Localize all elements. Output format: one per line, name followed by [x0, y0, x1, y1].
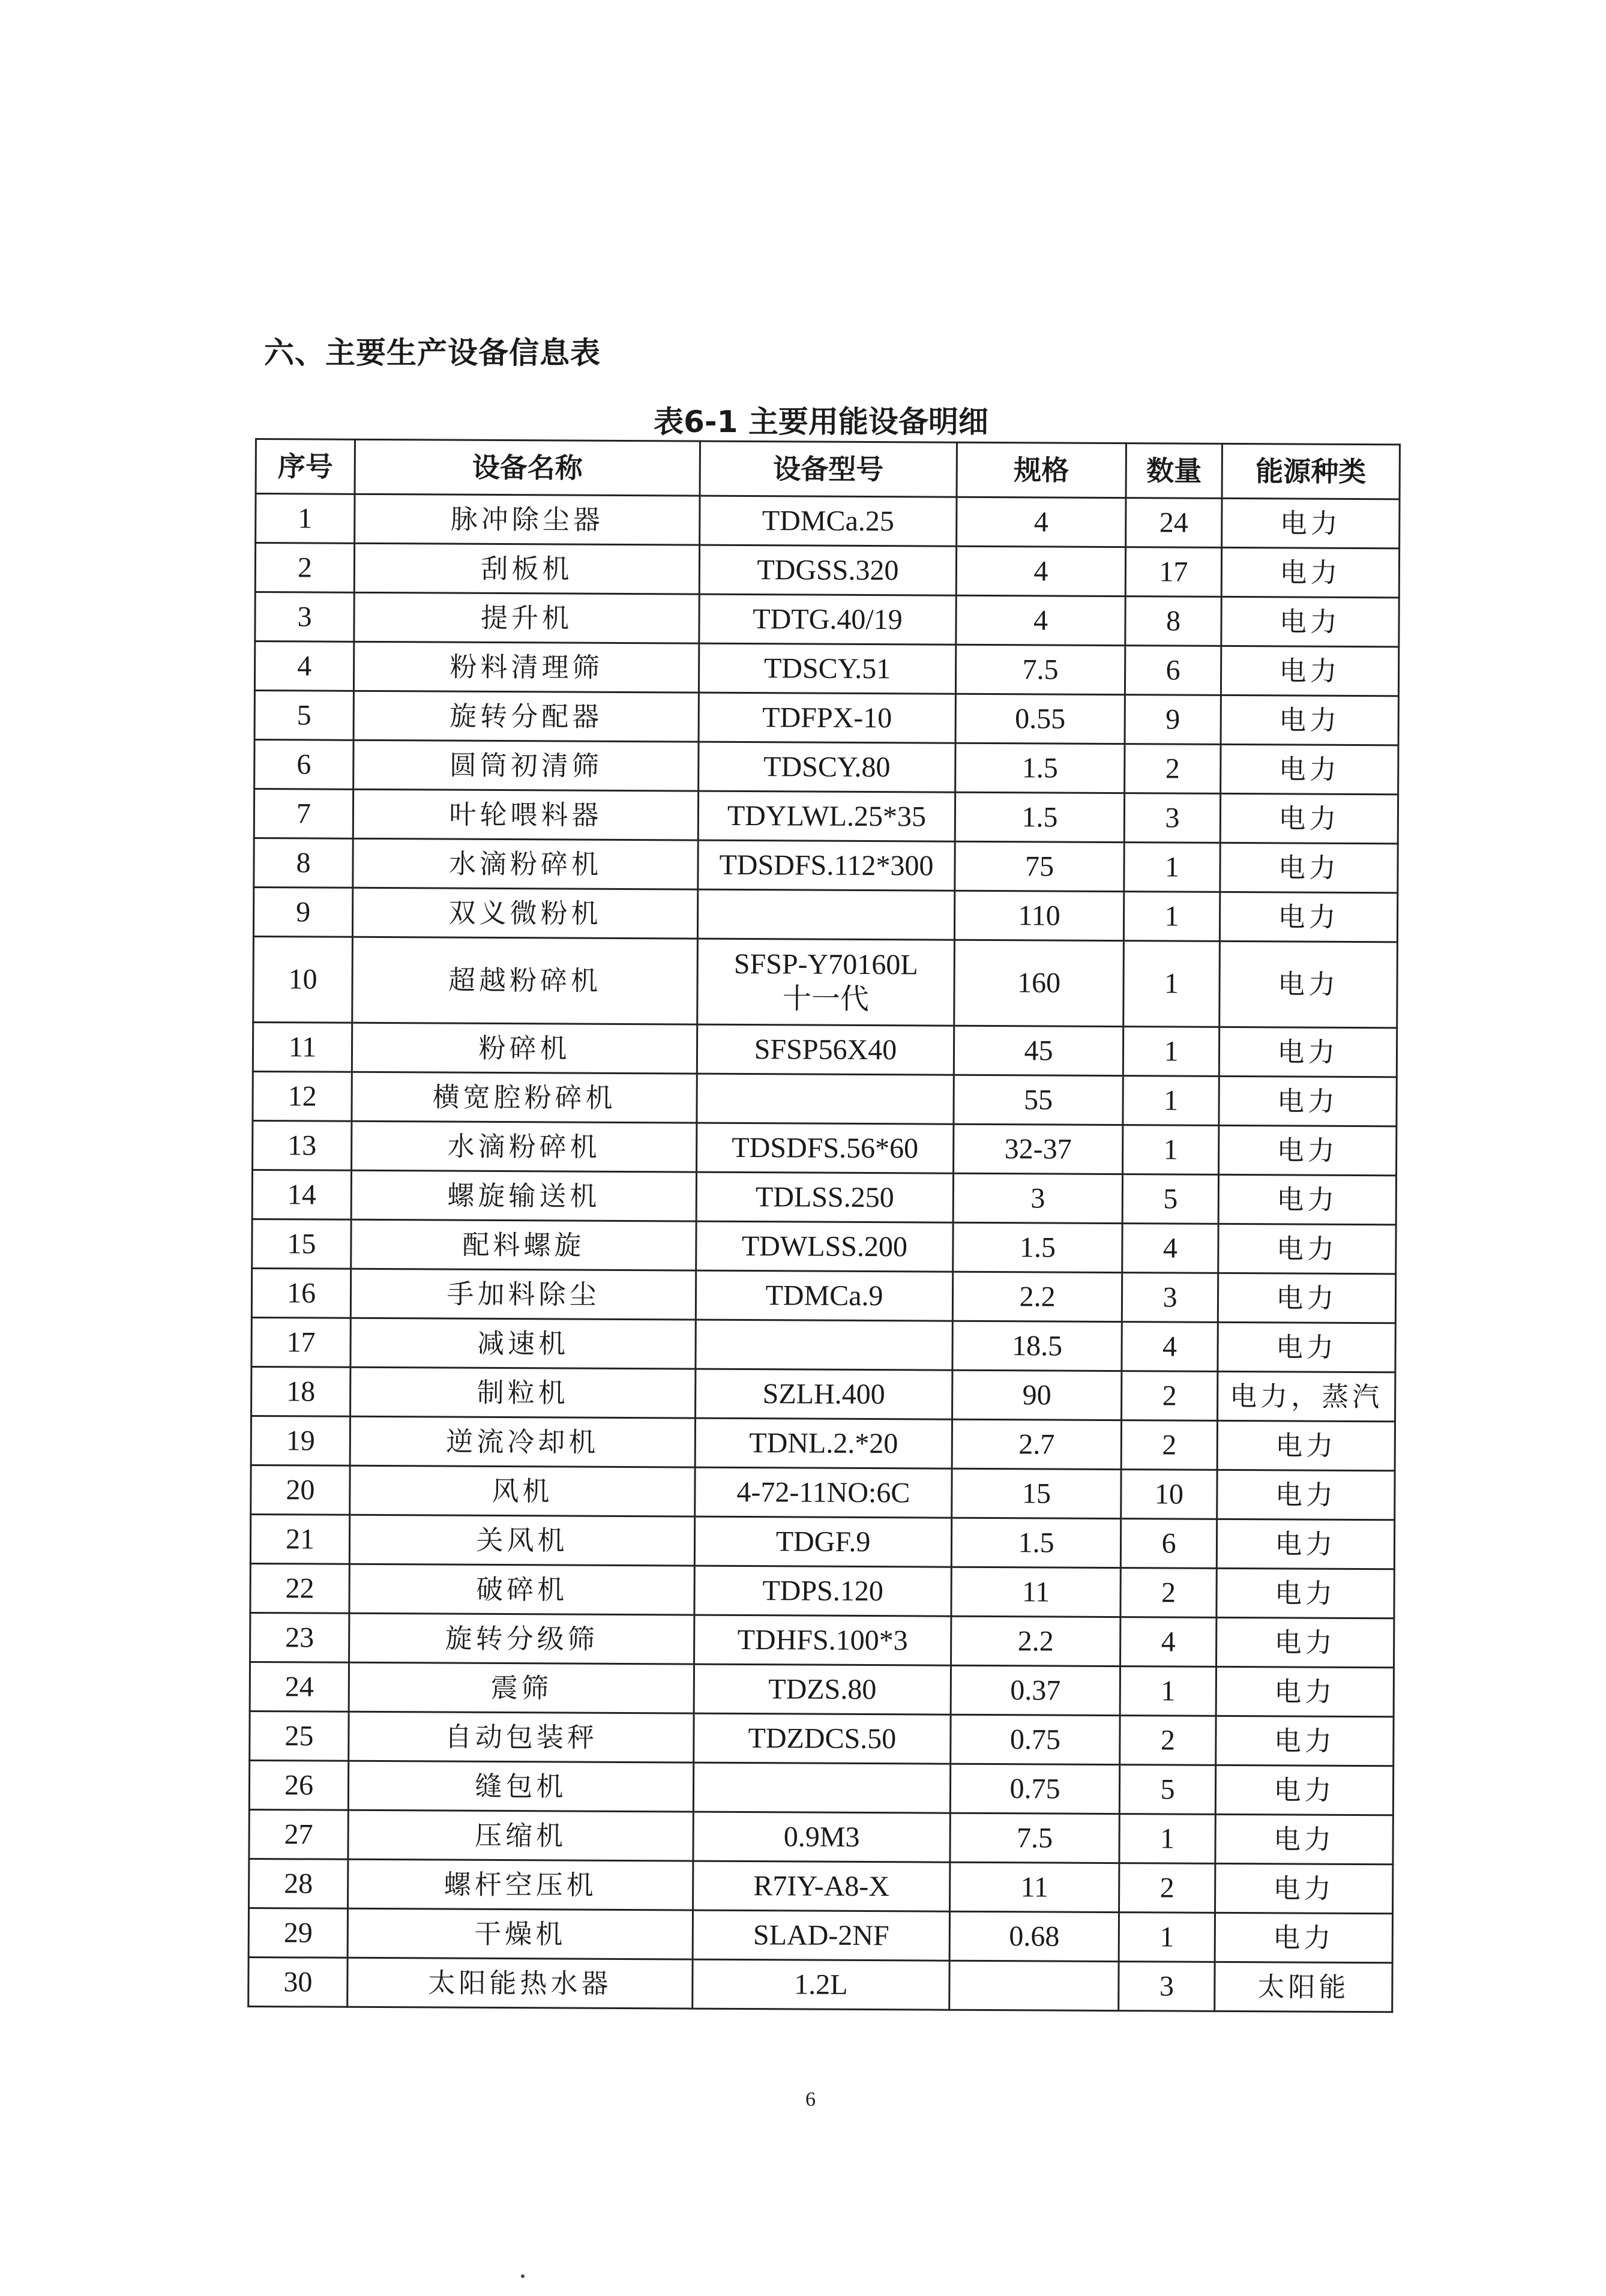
cell-model: TDFPX-10: [699, 693, 955, 743]
cell-energy: 电力，蒸汽: [1218, 1371, 1395, 1421]
cell-no: 7: [254, 789, 353, 839]
table-row: [254, 838, 1398, 892]
cell-model: TDYLWL.25*35: [698, 791, 955, 841]
cell-name: 逆流冷却机: [350, 1416, 695, 1467]
cell-spec: 55: [954, 1075, 1123, 1125]
cell-no: 14: [252, 1170, 351, 1219]
cell-no: 21: [250, 1514, 349, 1564]
table-row: [248, 1957, 1392, 2012]
cell-qty: 1: [1120, 1666, 1216, 1716]
cell-spec: 32-37: [954, 1124, 1123, 1174]
cell-qty: 1: [1123, 941, 1220, 1027]
table-row: [250, 1514, 1394, 1569]
cell-energy: 电力: [1216, 1716, 1394, 1766]
cell-name: 减速机: [350, 1318, 696, 1369]
cell-spec: 1.5: [955, 743, 1125, 793]
cell-name: 螺旋输送机: [351, 1170, 696, 1221]
cell-energy: 电力: [1215, 1863, 1393, 1913]
cell-name: 粉料清理筛: [353, 642, 699, 693]
table-row: [253, 1071, 1397, 1126]
cell-no: 8: [254, 838, 353, 888]
cell-name: 水滴粉碎机: [352, 1121, 697, 1172]
table-row: [250, 1662, 1394, 1716]
cell-model: TDNL.2.*20: [695, 1418, 952, 1468]
cell-no: 17: [251, 1317, 350, 1367]
cell-model: TDSDFS.112*300: [698, 840, 955, 891]
cell-energy: 电力: [1217, 1420, 1395, 1470]
cell-name: 脉冲除尘器: [355, 494, 700, 545]
cell-spec: 2.2: [952, 1272, 1122, 1321]
cell-no: 29: [248, 1908, 347, 1958]
cell-no: 18: [251, 1366, 350, 1416]
header-model: 设备型号: [700, 441, 957, 497]
cell-spec: 90: [952, 1370, 1122, 1420]
header-qty: 数量: [1126, 443, 1222, 499]
cell-qty: 1: [1123, 1076, 1219, 1126]
cell-qty: 2: [1121, 1420, 1217, 1470]
cell-spec: 2.7: [952, 1419, 1121, 1469]
cell-energy: 电力: [1218, 1322, 1395, 1372]
cell-model: TDSDFS.56*60: [697, 1123, 954, 1173]
scan-speck: [521, 2274, 525, 2278]
table-row: [254, 789, 1398, 844]
page-number: 6: [805, 2088, 816, 2111]
table-row: [255, 592, 1399, 647]
cell-spec: 4: [957, 497, 1126, 547]
cell-spec: 0.75: [951, 1714, 1120, 1764]
cell-name: 圆筒初清筛: [353, 740, 699, 791]
cell-energy: 电力: [1218, 1174, 1396, 1224]
cell-qty: 1: [1123, 1125, 1219, 1175]
table-row: [255, 543, 1399, 598]
cell-qty: 2: [1120, 1568, 1217, 1618]
cell-spec: 0.68: [949, 1911, 1119, 1961]
table-row: [251, 1366, 1395, 1421]
cell-no: 10: [253, 936, 353, 1023]
cell-name: 刮板机: [354, 543, 699, 594]
cell-model: SFSP56X40: [697, 1024, 954, 1075]
cell-model: SZLH.400: [696, 1369, 952, 1419]
cell-spec: 110: [954, 891, 1123, 940]
cell-energy: 太阳能: [1215, 1962, 1392, 2012]
table-row: [254, 691, 1398, 745]
cell-name: 关风机: [349, 1515, 694, 1566]
cell-name: 手加料除尘: [350, 1269, 696, 1320]
cell-qty: 1: [1123, 1027, 1219, 1077]
cell-no: 9: [253, 887, 352, 937]
cell-qty: 4: [1120, 1617, 1217, 1667]
cell-energy: 电力: [1215, 1913, 1392, 1962]
cell-no: 26: [249, 1760, 348, 1810]
cell-spec: 11: [950, 1862, 1119, 1912]
cell-name: 自动包装秤: [349, 1711, 694, 1763]
cell-spec: 0.75: [950, 1764, 1119, 1814]
cell-name: 制粒机: [350, 1367, 696, 1418]
table-row: [253, 936, 1398, 1027]
table-row: [250, 1711, 1394, 1766]
table-row: [249, 1859, 1393, 1913]
cell-energy: 电力: [1217, 1617, 1394, 1667]
cell-spec: 160: [954, 940, 1124, 1026]
cell-model: [697, 889, 954, 940]
cell-qty: 1: [1119, 1913, 1215, 1962]
cell-energy: 电力: [1218, 1224, 1396, 1273]
cell-energy: 电力: [1220, 843, 1398, 892]
cell-energy: 电力: [1219, 1027, 1397, 1077]
cell-spec: 45: [954, 1026, 1123, 1075]
cell-model: TDGF.9: [694, 1516, 951, 1567]
cell-qty: 3: [1119, 1962, 1215, 2012]
cell-model: [697, 1074, 954, 1124]
cell-model: TDMCa.9: [696, 1270, 952, 1321]
table-row: [251, 1416, 1395, 1470]
cell-qty: 24: [1126, 498, 1222, 548]
cell-model: TDZS.80: [694, 1664, 951, 1714]
cell-model: 1.2L: [693, 1959, 949, 2010]
cell-model: [697, 939, 955, 1026]
cell-spec: 4: [956, 595, 1125, 645]
cell-energy: 电力: [1219, 1125, 1397, 1175]
cell-no: 13: [253, 1120, 352, 1170]
cell-energy: 电力: [1216, 1666, 1394, 1716]
cell-name: 旋转分级筛: [349, 1613, 694, 1664]
cell-no: 30: [248, 1957, 347, 2007]
cell-model: TDWLSS.200: [696, 1221, 953, 1272]
table-row: [256, 494, 1400, 548]
cell-spec: 4: [956, 546, 1125, 596]
cell-model: SLAD-2NF: [693, 1910, 949, 1961]
cell-qty: 5: [1119, 1765, 1215, 1815]
cell-no: 6: [254, 740, 353, 790]
table-row: [250, 1612, 1394, 1667]
cell-spec: 0.37: [951, 1665, 1120, 1715]
cell-name: 太阳能热水器: [347, 1958, 693, 2009]
cell-no: 11: [253, 1022, 352, 1072]
model-line-1: SFSP-Y70160L: [733, 948, 918, 981]
cell-qty: 2: [1119, 1863, 1215, 1913]
cell-qty: 8: [1125, 597, 1221, 646]
cell-energy: 电力: [1217, 1568, 1394, 1618]
cell-model: TDTG.40/19: [699, 594, 956, 645]
table-row: [253, 887, 1397, 942]
cell-no: 24: [250, 1662, 349, 1711]
cell-spec: 7.5: [955, 645, 1125, 694]
cell-energy: 电力: [1221, 597, 1399, 646]
cell-name: 叶轮喂料器: [353, 789, 698, 840]
cell-spec: 1.5: [955, 792, 1124, 842]
cell-energy: 电力: [1220, 892, 1397, 942]
cell-energy: 电力: [1215, 1814, 1393, 1864]
cell-qty: 2: [1125, 744, 1221, 794]
cell-energy: 电力: [1218, 1273, 1395, 1323]
cell-qty: 2: [1122, 1371, 1218, 1421]
cell-no: 12: [253, 1071, 352, 1121]
cell-model: TDMCa.25: [700, 496, 957, 546]
table-header-row: [256, 439, 1400, 499]
cell-spec: 7.5: [950, 1813, 1119, 1863]
table-row: [251, 1465, 1395, 1519]
cell-qty: 4: [1122, 1224, 1218, 1273]
cell-qty: 4: [1122, 1322, 1218, 1372]
cell-no: 15: [252, 1219, 351, 1269]
cell-qty: 1: [1124, 843, 1220, 892]
cell-no: 3: [255, 592, 354, 642]
cell-name: 缝包机: [348, 1761, 693, 1812]
cell-name: 配料螺旋: [351, 1219, 696, 1270]
cell-model: R7IY-A8-X: [693, 1861, 950, 1911]
cell-spec: 1.5: [953, 1222, 1122, 1272]
cell-qty: 1: [1119, 1814, 1215, 1864]
cell-name: 横宽腔粉碎机: [352, 1072, 697, 1123]
cell-no: 4: [254, 642, 353, 691]
cell-spec: 75: [955, 841, 1124, 891]
cell-qty: 10: [1121, 1470, 1217, 1519]
cell-spec: 15: [952, 1468, 1121, 1518]
table-body: [248, 494, 1400, 2012]
cell-energy: 电力: [1221, 744, 1398, 794]
table-row: [248, 1908, 1392, 1962]
cell-qty: 3: [1122, 1273, 1218, 1323]
cell-spec: 1.5: [951, 1518, 1120, 1567]
table-caption: 表6-1 主要用能设备明细: [654, 404, 988, 439]
cell-model: 0.9M3: [693, 1812, 950, 1862]
cell-energy: 电力: [1221, 646, 1398, 696]
cell-name: 旋转分配器: [353, 691, 699, 742]
table-row: [252, 1170, 1396, 1224]
cell-spec: 0.55: [955, 694, 1125, 744]
section-heading: 六、主要生产设备信息表: [264, 335, 601, 370]
cell-model: TDHFS.100*3: [694, 1615, 951, 1665]
cell-qty: 1: [1123, 892, 1220, 942]
table-row: [252, 1219, 1396, 1273]
cell-energy: 电力: [1221, 695, 1398, 745]
cell-no: 1: [256, 494, 355, 544]
cell-energy: 电力: [1217, 1519, 1394, 1569]
table-row: [254, 740, 1398, 795]
cell-spec: 11: [951, 1567, 1120, 1617]
cell-spec: 3: [953, 1173, 1122, 1223]
cell-no: 25: [250, 1711, 349, 1761]
cell-no: 2: [255, 543, 354, 593]
table-row: [250, 1563, 1394, 1618]
cell-spec: [949, 1961, 1119, 2010]
cell-name: 水滴粉碎机: [353, 838, 698, 889]
cell-qty: 5: [1122, 1174, 1218, 1224]
cell-energy: 电力: [1222, 498, 1400, 548]
cell-model: [696, 1320, 952, 1370]
table-row: [253, 1022, 1397, 1077]
table-row: [251, 1317, 1395, 1372]
cell-spec: 2.2: [951, 1616, 1120, 1666]
cell-energy: 电力: [1220, 793, 1398, 843]
cell-no: 19: [251, 1416, 350, 1465]
table-row: [253, 1120, 1397, 1175]
cell-model: TDGSS.320: [699, 545, 956, 595]
cell-energy: 电力: [1215, 1765, 1393, 1815]
cell-name: 压缩机: [348, 1810, 693, 1861]
cell-spec: 18.5: [952, 1321, 1122, 1371]
cell-energy: 电力: [1219, 1076, 1397, 1126]
cell-name: 粉碎机: [352, 1023, 697, 1074]
header-energy: 能源种类: [1222, 443, 1400, 499]
cell-model: TDLSS.250: [696, 1172, 953, 1222]
cell-no: 28: [249, 1859, 348, 1908]
cell-qty: 3: [1124, 793, 1220, 843]
model-line-2: 十一代: [782, 983, 870, 1016]
cell-no: 5: [254, 691, 353, 741]
cell-name: 超越粉碎机: [352, 937, 698, 1024]
cell-energy: 电力: [1220, 941, 1398, 1027]
table-row: [249, 1809, 1393, 1864]
cell-name: 风机: [350, 1465, 695, 1516]
cell-no: 20: [251, 1465, 350, 1515]
cell-model: 4-72-11NO:6C: [695, 1467, 952, 1518]
cell-qty: 9: [1125, 695, 1221, 745]
cell-qty: 6: [1120, 1519, 1217, 1569]
cell-model: TDPS.120: [694, 1566, 951, 1616]
cell-model: TDSCY.80: [699, 742, 955, 792]
header-no: 序号: [256, 439, 355, 494]
cell-name: 双义微粉机: [352, 888, 697, 939]
header-spec: 规格: [957, 442, 1126, 497]
cell-no: 23: [250, 1612, 349, 1662]
cell-name: 螺杆空压机: [348, 1859, 693, 1910]
header-name: 设备名称: [355, 439, 700, 496]
cell-energy: 电力: [1221, 547, 1399, 597]
cell-model: TDSCY.51: [699, 643, 955, 694]
cell-name: 干燥机: [347, 1908, 693, 1959]
cell-name: 震筛: [349, 1662, 694, 1713]
cell-qty: 2: [1120, 1716, 1216, 1766]
cell-name: 提升机: [354, 592, 699, 643]
equipment-table: [247, 438, 1401, 2013]
table-row: [251, 1268, 1395, 1323]
cell-no: 27: [249, 1809, 348, 1859]
table-row: [249, 1760, 1393, 1815]
cell-no: 16: [251, 1268, 350, 1318]
table-row: [254, 642, 1398, 696]
cell-model: [693, 1763, 950, 1813]
cell-no: 22: [250, 1563, 349, 1613]
cell-qty: 17: [1125, 547, 1221, 597]
cell-model: TDZDCS.50: [694, 1713, 951, 1764]
cell-qty: 6: [1125, 646, 1221, 696]
cell-name: 破碎机: [349, 1564, 694, 1615]
cell-energy: 电力: [1217, 1470, 1395, 1519]
